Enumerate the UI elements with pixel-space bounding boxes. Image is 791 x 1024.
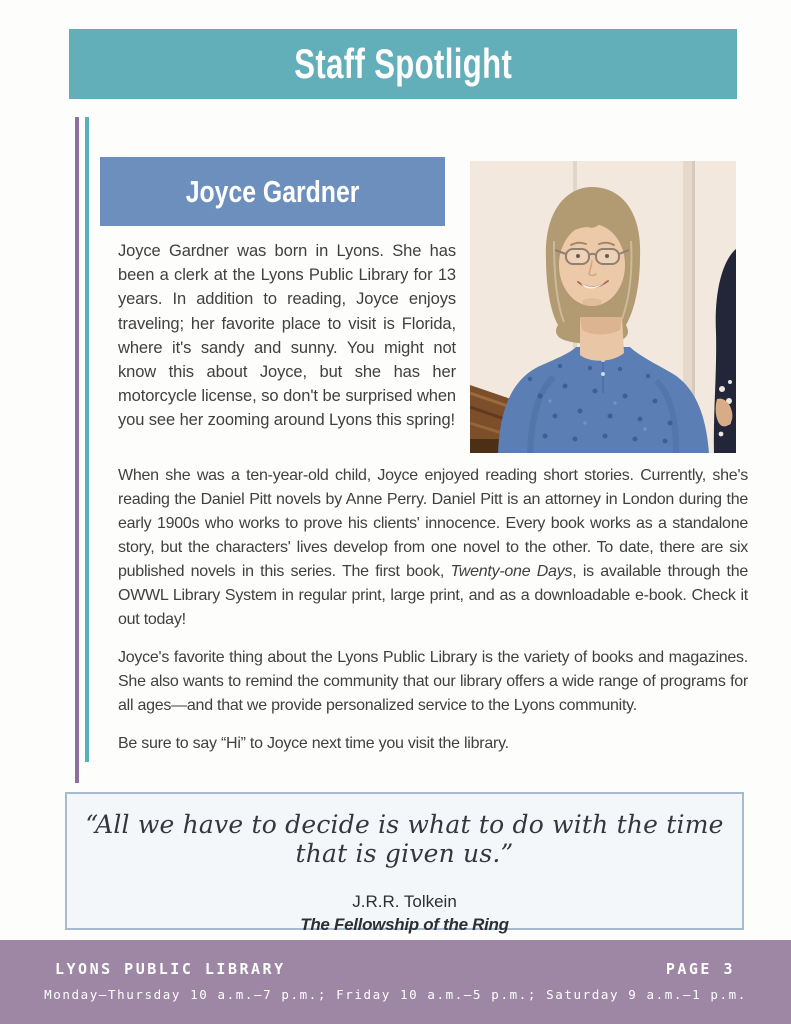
footer-hours: Monday–Thursday 10 a.m.–7 p.m.; Friday 10 a.m.–5 p.m.; Saturday 9 a.m.–1 p.m. [44,987,747,1002]
profile-name: Joyce Gardner [185,174,360,209]
staff-photo [470,161,736,453]
accent-line-teal [85,117,89,762]
paragraph-reading-text: When she was a ten-year-old child, Joyce enjoyed reading short stories. Currently, she's reading the Daniel Pitt novels by Anne Perry. Daniel Pitt is an attorney in London during the early 1900s who works to prove his clients' innocence. Every book works as a standalone story, but the characters' lives develop from one novel to the other. To date, there are six published novels in this series. The first book, [118,467,748,580]
paragraph-reading-text-cont: , is available through the OWWL Library System in regular print, large print, and as a downloadable e-book. Check it out today! [118,563,749,628]
paragraph-closing: Be sure to say “Hi” to Joyce next time you visit the library. [118,735,509,752]
profile-name-box [100,157,445,226]
book-title: Twenty-one Days [450,563,573,580]
staff-photo-illustration [470,161,736,453]
footer-page-number: PAGE 3 [665,960,735,978]
quote-text: “All we have to decide is what to do with the time that is given us.” [85,810,724,868]
accent-line-purple [75,117,79,783]
intro-paragraph: Joyce Gardner was born in Lyons. She has been a clerk at the Lyons Public Library for 13 years. In addition to reading, Joyce enjoys traveling; her favorite place to visit is Florida, where it's sandy and sunny. You might not know this about Joyce, but she has her motorcycle license, so don't be surprised when you see her zooming around Lyons this spring! [118,242,456,430]
page-footer [0,940,791,1024]
quote-author: J.R.R. Tolkein [352,892,457,911]
paragraph-favorite: Joyce's favorite thing about the Lyons Public Library is the variety of books and magazines. She also wants to remind the community that our library offers a wide range of programs for all ages—and that we provide personalized service to the Lyons community. [118,649,748,714]
article-body [118,464,748,756]
page-title: Staff Spotlight [294,40,512,87]
paragraph-reading [118,464,748,632]
quote-box [65,792,744,934]
staff-spotlight-banner [69,29,737,99]
quote-work-title: The Fellowship of the Ring [300,915,509,934]
footer-library-name: LYONS PUBLIC LIBRARY [55,960,286,978]
